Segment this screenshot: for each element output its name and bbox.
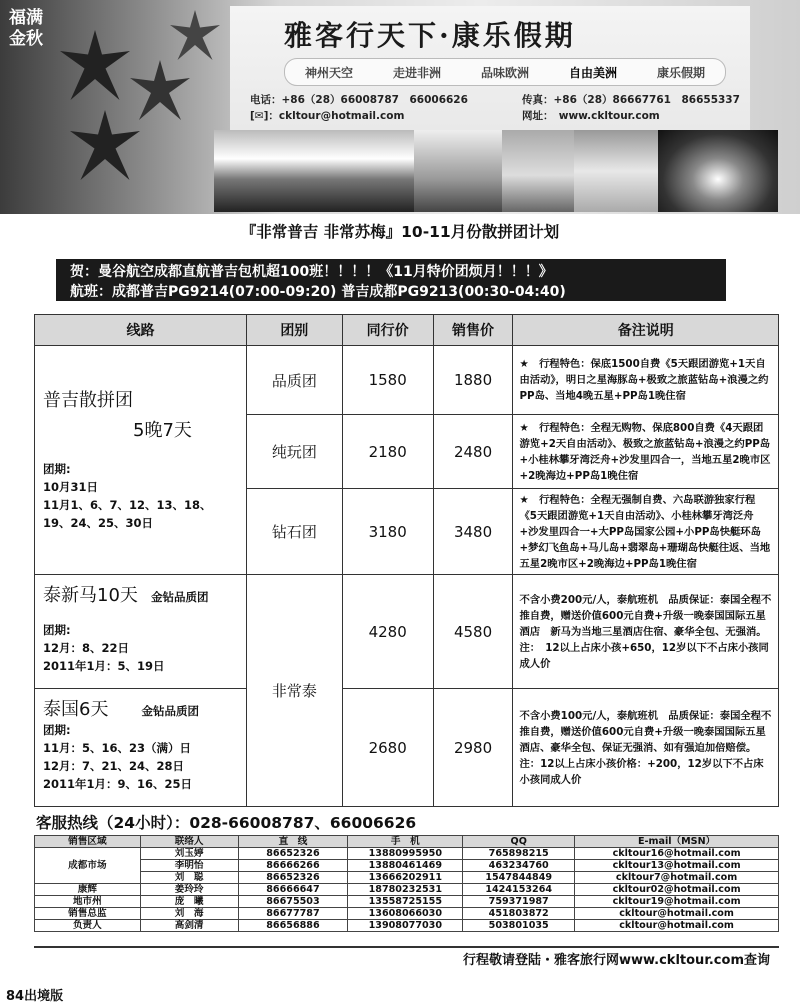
maple-leaf-icon xyxy=(70,110,140,180)
table-row xyxy=(35,884,779,896)
phone-text: 电话：+86（28）66008787 66006626 xyxy=(250,94,468,106)
dates-line: 11月1、6、7、12、13、18、19、24、25、30日 xyxy=(43,498,212,530)
dates-line: 11月：5、16、23（满）日 xyxy=(43,741,192,755)
table-row xyxy=(35,346,779,415)
maple-leaf-icon xyxy=(170,10,220,60)
col-group: 团别 xyxy=(246,315,342,346)
contact-name: 刘 聪 xyxy=(140,872,238,884)
contact-email[interactable]: ckltour7@hotmail.com xyxy=(575,872,779,884)
group-name: 非常泰 xyxy=(246,575,342,807)
tab-africa[interactable]: 走进非洲 xyxy=(392,65,441,80)
email-text[interactable]: [✉]：ckltour@hotmail.com xyxy=(250,110,405,122)
tab-america[interactable]: 自由美洲 xyxy=(568,65,617,80)
contact-qq: 765898215 xyxy=(463,848,575,860)
contact-name: 庞 曦 xyxy=(140,896,238,908)
contact-mobile: 13666202911 xyxy=(348,872,463,884)
col-sale-price: 销售价 xyxy=(433,315,513,346)
contact-mobile: 13558725155 xyxy=(348,896,463,908)
sand-beach-photo xyxy=(574,130,658,212)
sale-price: 3480 xyxy=(433,489,513,575)
contact-qq: 759371987 xyxy=(463,896,575,908)
contact-qq: 463234760 xyxy=(463,860,575,872)
route-tsm xyxy=(35,575,247,689)
contact-mobile: 13608066030 xyxy=(348,908,463,920)
brand-tabs xyxy=(284,58,726,86)
contact-line: 86666266 xyxy=(238,860,348,872)
route-thailand xyxy=(35,689,247,807)
table-header xyxy=(35,315,779,346)
footer-divider xyxy=(34,946,779,948)
contact-line: 86656886 xyxy=(238,920,348,932)
dates-label: 团期: xyxy=(43,623,71,637)
dates-label: 团期: xyxy=(43,462,71,476)
island-aerial-photo xyxy=(658,130,778,212)
hotline: 客服热线（24小时）：028-66008787、66006626 xyxy=(36,814,417,832)
route-name: 普吉散拼团 xyxy=(43,390,133,411)
maple-leaf-icon xyxy=(130,60,190,120)
contact-line: 86666647 xyxy=(238,884,348,896)
region-cell: 成都市场 xyxy=(35,848,141,884)
col-line: 直 线 xyxy=(238,836,348,848)
contact-email[interactable]: ckltour13@hotmail.com xyxy=(575,860,779,872)
sale-price: 4580 xyxy=(433,575,513,689)
company-title: 雅客行天下·康乐假期 xyxy=(284,19,576,52)
contact-mobile: 13908077030 xyxy=(348,920,463,932)
contact-email[interactable]: ckltour@hotmail.com xyxy=(575,908,779,920)
tour-table xyxy=(34,314,779,807)
region-cell: 负责人 xyxy=(35,920,141,932)
tour-note: 不含小费200元/人，泰航班机 品质保证：泰国全程不推自费，赠送价值600元自费+升级一晚泰国国际五星酒店 新马为当地三星酒店住宿、豪华全包、无强消。 注： 12以上占床小孩+650，12岁以下不占床小孩同成人价 xyxy=(513,575,779,689)
col-email: E-mail（MSN） xyxy=(575,836,779,848)
contact-mobile: 18780232531 xyxy=(348,884,463,896)
contact-name: 刘 海 xyxy=(140,908,238,920)
contact-email[interactable]: ckltour19@hotmail.com xyxy=(575,896,779,908)
peer-price: 2680 xyxy=(342,689,433,807)
route-label: 金钻品质团 xyxy=(151,590,209,604)
tour-note: ★ 行程特色：全程无强制自费、六岛联游独家行程《5天跟团游览+1天自由活动》、小桂林攀牙湾泛舟+沙发里四合一+大PP岛国家公园+小PP岛快艇环岛+梦幻飞鱼岛+马儿岛+翡翠岛+珊瑚岛快艇往返、当地五星2晚市区+2晚海边+PP岛1晚住宿 xyxy=(513,489,779,575)
contact-name: 高剑清 xyxy=(140,920,238,932)
contacts-table xyxy=(34,835,779,932)
maple-leaf-icon xyxy=(60,30,130,100)
table-row xyxy=(35,908,779,920)
fax-text: 传真：+86（28）86667761 86655337 xyxy=(522,94,740,106)
contact-qq: 1547844849 xyxy=(463,872,575,884)
contact-line: 86675503 xyxy=(238,896,348,908)
contact-name: 刘玉婷 xyxy=(140,848,238,860)
header-banner xyxy=(0,0,800,214)
contact-email[interactable]: ckltour@hotmail.com xyxy=(575,920,779,932)
tour-note: ★ 行程特色：保底1500自费《5天跟团游览+1天自由活动》，明日之星海豚岛+极致之旅蓝钻岛+浪漫之约PP岛、当地4晚五星+PP岛1晚住宿 xyxy=(513,346,779,415)
col-mobile: 手 机 xyxy=(348,836,463,848)
sale-price: 2980 xyxy=(433,689,513,807)
contact-mobile: 13880461469 xyxy=(348,860,463,872)
peer-price: 4280 xyxy=(342,575,433,689)
col-region: 销售区域 xyxy=(35,836,141,848)
dates-line: 12月：7、21、24、28日 xyxy=(43,759,185,773)
contacts-header xyxy=(35,836,779,848)
route-phuket xyxy=(35,346,247,575)
table-row xyxy=(35,896,779,908)
col-contact: 联络人 xyxy=(140,836,238,848)
col-route: 线路 xyxy=(35,315,247,346)
tab-europe[interactable]: 品味欧洲 xyxy=(480,65,529,80)
page-label: 84出境版 xyxy=(6,989,64,1004)
sale-price: 1880 xyxy=(433,346,513,415)
tab-shenzhou[interactable]: 神州天空 xyxy=(304,65,353,80)
dates-line: 2011年1月：5、19日 xyxy=(43,659,165,673)
dates-line: 12月：8、22日 xyxy=(43,641,130,655)
promo-text: 贺：曼谷航空成都直航普吉包机超100班！！！！《11月特价团烦月！！！》 xyxy=(70,264,553,280)
region-cell: 康辉 xyxy=(35,884,141,896)
group-name: 品质团 xyxy=(246,346,342,415)
contact-line: 86652326 xyxy=(238,872,348,884)
peer-price: 3180 xyxy=(342,489,433,575)
website-text[interactable]: 网址： www.ckltour.com xyxy=(522,110,660,122)
tab-kangle[interactable]: 康乐假期 xyxy=(656,65,705,80)
peer-price: 2180 xyxy=(342,415,433,489)
col-notes: 备注说明 xyxy=(513,315,779,346)
table-row xyxy=(35,860,779,872)
calligraphy-title: 福满金秋 xyxy=(9,8,43,49)
table-row xyxy=(35,872,779,884)
footer-text[interactable]: 行程敬请登陆・雅客旅行网www.ckltour.com查询 xyxy=(462,953,770,968)
contact-email[interactable]: ckltour16@hotmail.com xyxy=(575,848,779,860)
dates-line: 10月31日 xyxy=(43,480,99,494)
table-row xyxy=(35,848,779,860)
contact-qq: 1424153264 xyxy=(463,884,575,896)
table-row xyxy=(35,920,779,932)
surfboards-photo xyxy=(414,130,502,212)
route-label: 金钻品质团 xyxy=(141,704,200,718)
flight-info: 航班：成都普吉PG9214(07:00-09:20) 普吉成都PG9213(00:30-04:40) xyxy=(70,284,566,300)
contact-qq: 451803872 xyxy=(463,908,575,920)
contact-mobile: 13880995950 xyxy=(348,848,463,860)
table-row xyxy=(35,689,779,807)
table-row xyxy=(35,575,779,689)
tour-note: ★ 行程特色：全程无购物、保底800自费《4天跟团游览+2天自由活动》、极致之旅蓝钻岛+浪漫之约PP岛+小桂林攀牙湾泛舟+沙发里四合一，当地五星2晚市区+2晚海边+PP岛1晚住宿 xyxy=(513,415,779,489)
photo-strip xyxy=(214,130,778,212)
region-cell: 销售总监 xyxy=(35,908,141,920)
main-title: 『非常普吉 非常苏梅』10-11月份散拼团计划 xyxy=(240,223,560,241)
contact-line: 86652326 xyxy=(238,848,348,860)
palm-beach-photo xyxy=(502,130,574,212)
region-cell: 地市州 xyxy=(35,896,141,908)
tour-note: 不含小费100元/人，泰航班机 品质保证：泰国全程不推自费，赠送价值600元自费+升级一晚泰国国际五星酒店、豪华全包、保证无强消、如有强迫加倍赔偿。 注：12以上占床小孩价格：+200，12岁以下不占床小孩同成人价 xyxy=(513,689,779,807)
peer-price: 1580 xyxy=(342,346,433,415)
dates-line: 2011年1月：9、16、25日 xyxy=(43,777,193,791)
contact-email[interactable]: ckltour02@hotmail.com xyxy=(575,884,779,896)
group-name: 钻石团 xyxy=(246,489,342,575)
route-duration: 5晚7天 xyxy=(133,420,192,441)
route-name: 泰新马10天 xyxy=(43,585,138,606)
group-name: 纯玩团 xyxy=(246,415,342,489)
contact-line: 86677787 xyxy=(238,908,348,920)
contact-name: 姜玲玲 xyxy=(140,884,238,896)
col-qq: QQ xyxy=(463,836,575,848)
route-name: 泰国6天 xyxy=(43,699,109,720)
sunset-pier-photo xyxy=(214,130,414,212)
dates-label: 团期: xyxy=(43,723,71,737)
col-peer-price: 同行价 xyxy=(342,315,433,346)
contact-qq: 503801035 xyxy=(463,920,575,932)
contact-name: 李明怡 xyxy=(140,860,238,872)
sale-price: 2480 xyxy=(433,415,513,489)
